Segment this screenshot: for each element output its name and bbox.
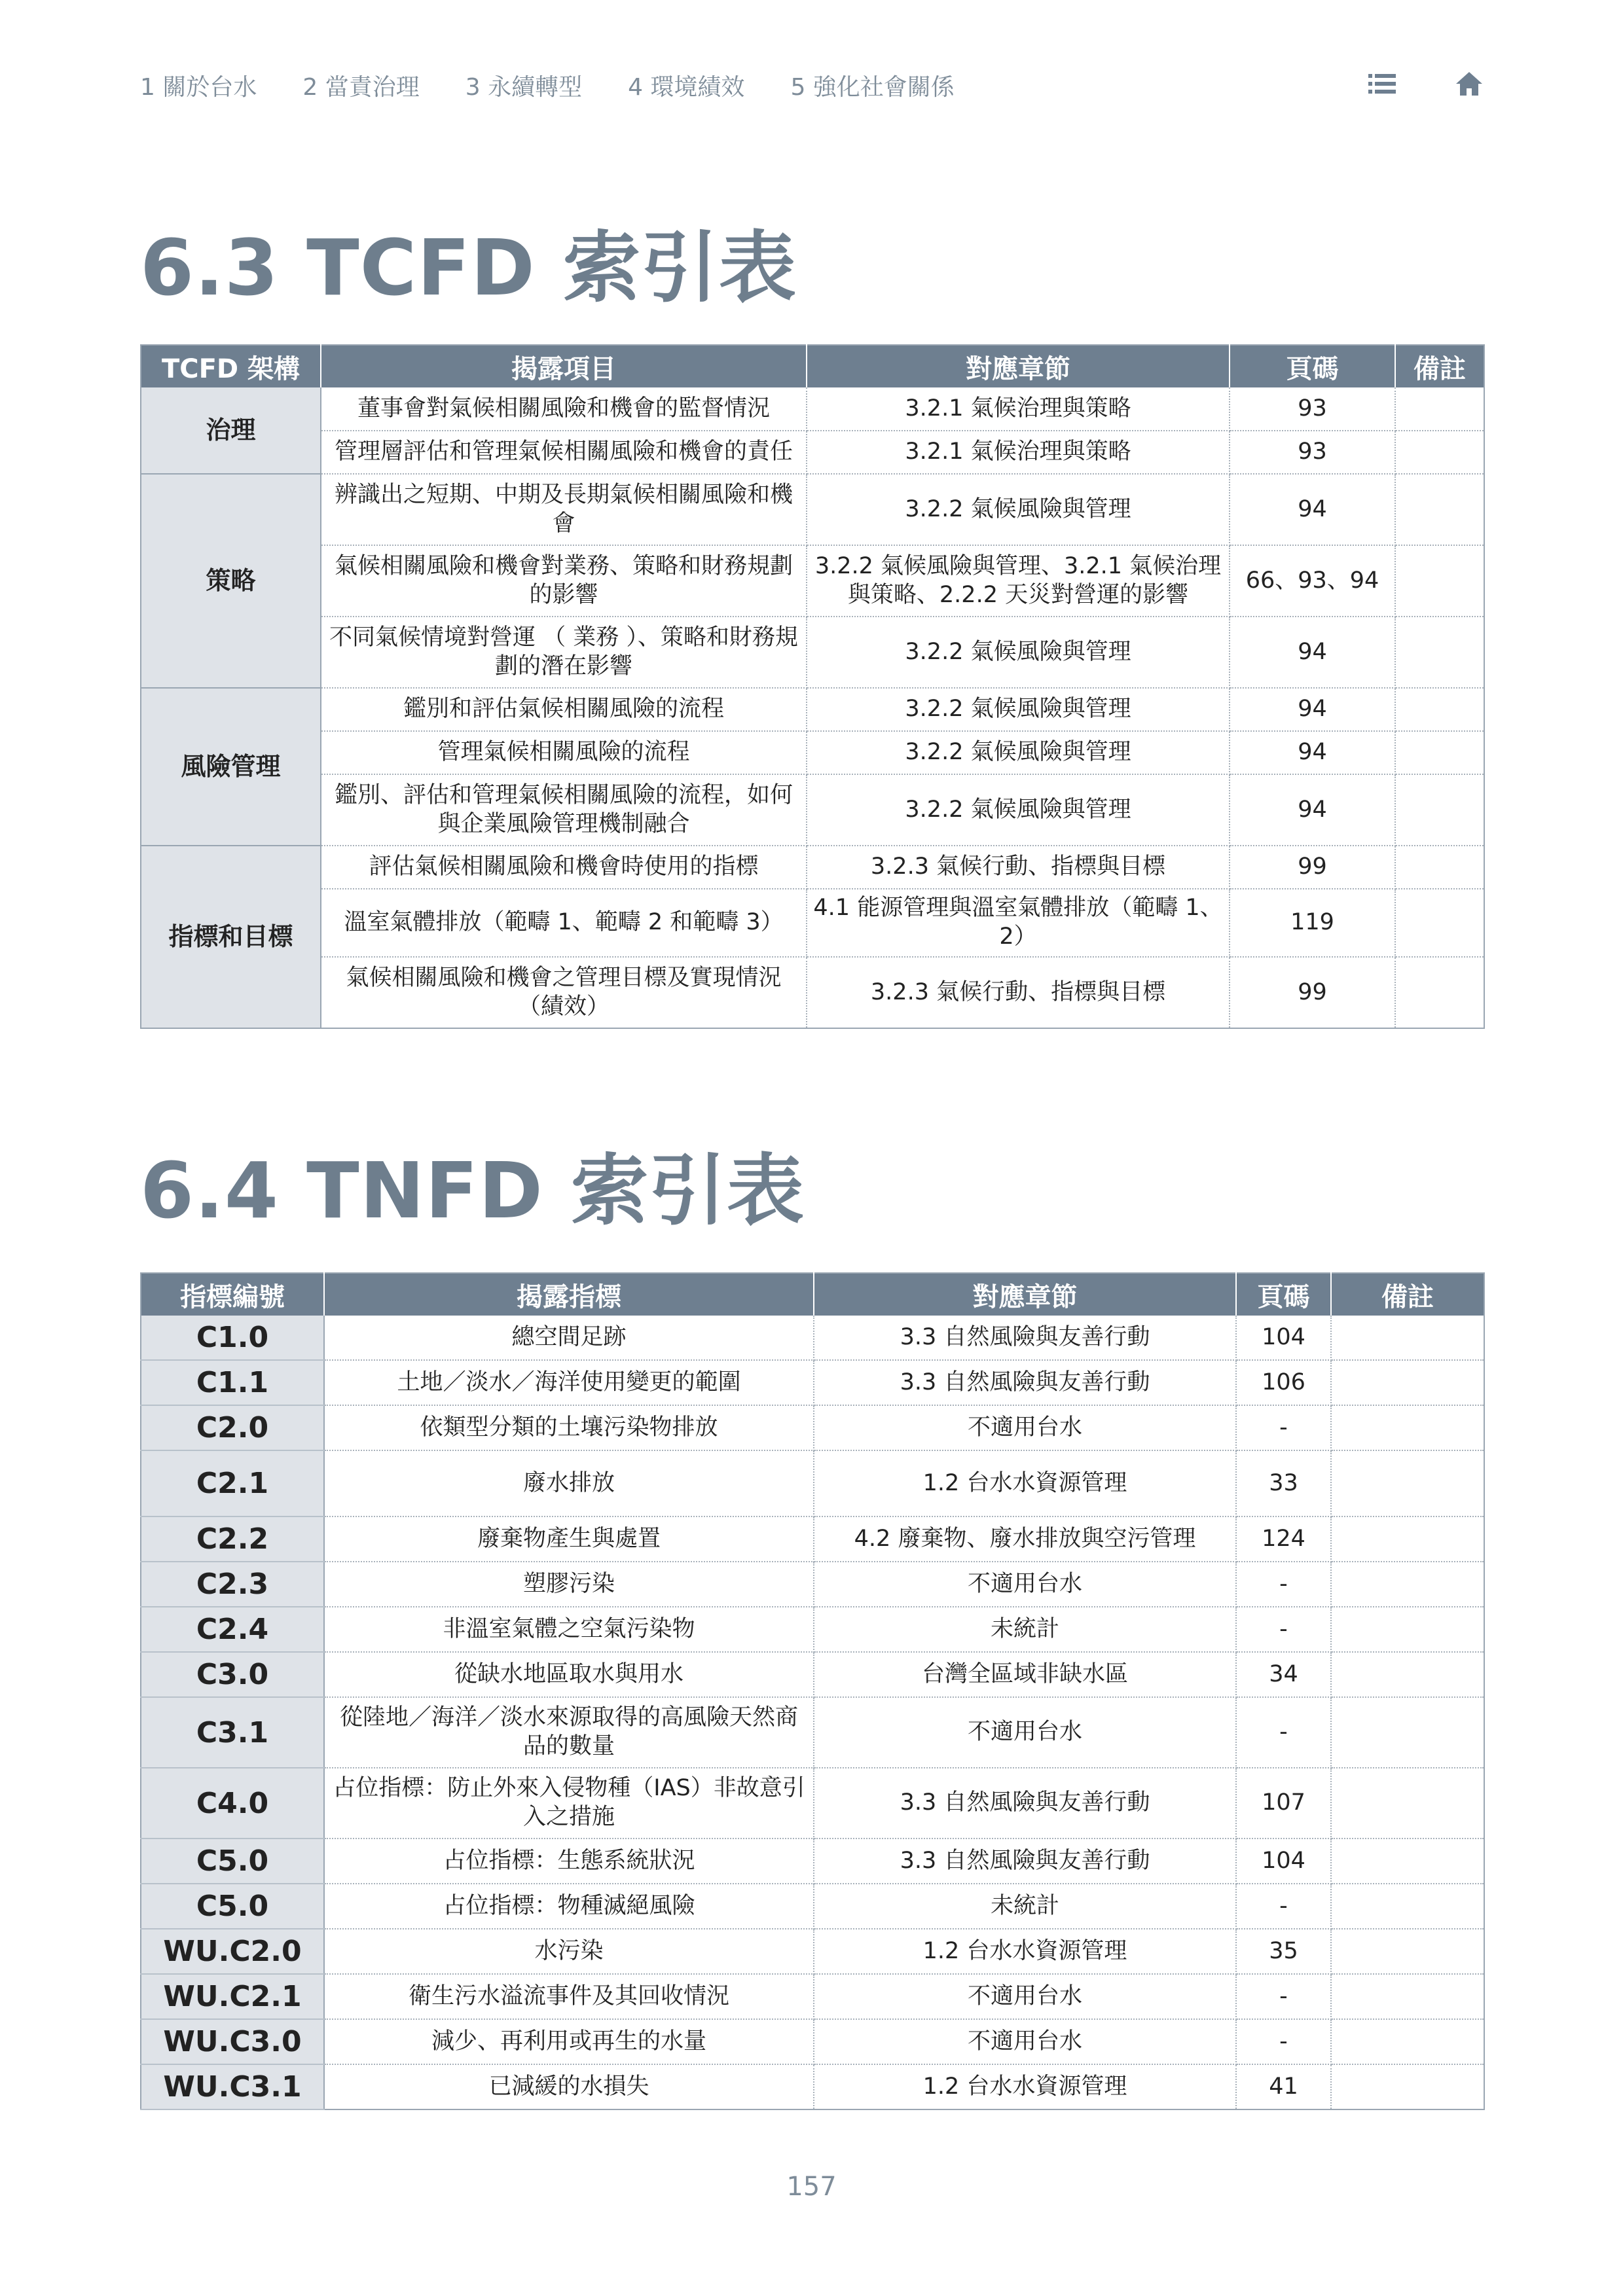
metric-cell: 占位指標：防止外來入侵物種（IAS）非故意引入之措施 <box>324 1768 814 1839</box>
column-header: 頁碼 <box>1230 345 1395 387</box>
metric-code: WU.C3.0 <box>141 2019 324 2064</box>
table-row <box>141 387 1484 431</box>
column-header: 備註 <box>1395 345 1484 387</box>
note-cell <box>1331 1405 1484 1450</box>
disclosure-item: 董事會對氣候相關風險和機會的監督情況 <box>321 387 807 431</box>
table-row <box>141 1405 1484 1450</box>
chapter-cell: 不適用台水 <box>814 2019 1236 2064</box>
disclosure-item: 管理層評估和管理氣候相關風險和機會的責任 <box>321 431 807 474</box>
metric-code: C2.2 <box>141 1516 324 1562</box>
nav-item-social[interactable]: 5 強化社會關係 <box>790 73 955 101</box>
table-row <box>141 1607 1484 1652</box>
page-cell: 94 <box>1230 474 1395 545</box>
note-cell <box>1395 731 1484 774</box>
page-cell: - <box>1236 1607 1331 1652</box>
chapter-cell: 1.2 台水水資源管理 <box>814 1450 1236 1516</box>
page-cell: 94 <box>1230 688 1395 731</box>
note-cell <box>1331 1360 1484 1405</box>
metric-cell: 廢水排放 <box>324 1450 814 1516</box>
note-cell <box>1331 1450 1484 1516</box>
metric-code: C1.1 <box>141 1360 324 1405</box>
column-header: 對應章節 <box>814 1273 1236 1316</box>
disclosure-item: 不同氣候情境對營運 （ 業務 ）、策略和財務規劃的潛在影響 <box>321 617 807 688</box>
disclosure-item: 鑑別和評估氣候相關風險的流程 <box>321 688 807 731</box>
page-number: 157 <box>786 2172 837 2202</box>
table-row <box>141 889 1484 957</box>
page-cell: - <box>1236 1697 1331 1768</box>
metric-code: WU.C3.1 <box>141 2064 324 2109</box>
page-cell: 94 <box>1230 731 1395 774</box>
nav-item-governance[interactable]: 2 當責治理 <box>302 73 420 101</box>
table-row <box>141 774 1484 846</box>
chapter-cell: 3.2.1 氣候治理與策略 <box>807 431 1230 474</box>
page-cell: 106 <box>1236 1360 1331 1405</box>
metric-code: C5.0 <box>141 1884 324 1929</box>
table-row <box>141 1768 1484 1839</box>
page-cell: 99 <box>1230 957 1395 1028</box>
table-row <box>141 1652 1484 1697</box>
chapter-cell: 未統計 <box>814 1607 1236 1652</box>
disclosure-item: 氣候相關風險和機會之管理目標及實現情況（績效） <box>321 957 807 1028</box>
metric-code: C1.0 <box>141 1316 324 1360</box>
metric-code: C2.3 <box>141 1562 324 1607</box>
table-row <box>141 617 1484 688</box>
chapter-cell: 4.1 能源管理與溫室氣體排放（範疇 1、2） <box>807 889 1230 957</box>
disclosure-item: 氣候相關風險和機會對業務、策略和財務規劃的影響 <box>321 545 807 617</box>
page-cell: - <box>1236 2019 1331 2064</box>
page-cell: - <box>1236 1974 1331 2019</box>
chapter-cell: 3.2.2 氣候風險與管理 <box>807 617 1230 688</box>
chapter-cell: 3.3 自然風險與友善行動 <box>814 1316 1236 1360</box>
table-header-row <box>141 1273 1484 1316</box>
table-row <box>141 1450 1484 1516</box>
note-cell <box>1395 957 1484 1028</box>
note-cell <box>1331 1652 1484 1697</box>
table-row <box>141 731 1484 774</box>
disclosure-item: 溫室氣體排放（範疇 1、範疇 2 和範疇 3） <box>321 889 807 957</box>
page-cell: 35 <box>1236 1929 1331 1974</box>
note-cell <box>1331 1839 1484 1884</box>
chapter-cell: 3.2.3 氣候行動、指標與目標 <box>807 957 1230 1028</box>
table-row <box>141 1974 1484 2019</box>
chapter-cell: 3.2.2 氣候風險與管理 <box>807 688 1230 731</box>
table-row <box>141 1884 1484 1929</box>
framework-cell: 策略 <box>141 474 321 688</box>
table-row <box>141 2019 1484 2064</box>
chapter-cell: 3.2.1 氣候治理與策略 <box>807 387 1230 431</box>
page-cell: 93 <box>1230 387 1395 431</box>
page-cell: 66、93、94 <box>1230 545 1395 617</box>
metric-cell: 非溫室氣體之空氣污染物 <box>324 1607 814 1652</box>
chapter-cell: 台灣全區域非缺水區 <box>814 1652 1236 1697</box>
table-row <box>141 1316 1484 1360</box>
column-header: 揭露項目 <box>321 345 807 387</box>
table-row <box>141 1697 1484 1768</box>
page-cell: - <box>1236 1405 1331 1450</box>
tcfd-section-title: 6.3 TCFD 索引表 <box>140 223 797 313</box>
table-row <box>141 1516 1484 1562</box>
table-row <box>141 957 1484 1028</box>
chapter-cell: 3.3 自然風險與友善行動 <box>814 1768 1236 1839</box>
chapter-cell: 不適用台水 <box>814 1697 1236 1768</box>
metric-cell: 已減緩的水損失 <box>324 2064 814 2109</box>
chapter-cell: 未統計 <box>814 1884 1236 1929</box>
note-cell <box>1331 1607 1484 1652</box>
note-cell <box>1331 1562 1484 1607</box>
metric-cell: 衛生污水溢流事件及其回收情況 <box>324 1974 814 2019</box>
metric-code: WU.C2.0 <box>141 1929 324 1974</box>
nav-icons <box>1368 65 1484 105</box>
page-cell: 94 <box>1230 774 1395 846</box>
metric-cell: 從陸地／海洋／淡水來源取得的高風險天然商品的數量 <box>324 1697 814 1768</box>
note-cell <box>1395 688 1484 731</box>
column-header: 對應章節 <box>807 345 1230 387</box>
disclosure-item: 辨識出之短期、中期及長期氣候相關風險和機會 <box>321 474 807 545</box>
tnfd-section-title: 6.4 TNFD 索引表 <box>140 1145 805 1236</box>
metric-cell: 水污染 <box>324 1929 814 1974</box>
metric-cell: 總空間足跡 <box>324 1316 814 1360</box>
metric-cell: 塑膠污染 <box>324 1562 814 1607</box>
chapter-cell: 1.2 台水水資源管理 <box>814 2064 1236 2109</box>
note-cell <box>1331 1768 1484 1839</box>
note-cell <box>1395 617 1484 688</box>
note-cell <box>1395 474 1484 545</box>
column-header: 頁碼 <box>1236 1273 1331 1316</box>
page-cell: 107 <box>1236 1768 1331 1839</box>
chapter-cell: 3.3 自然風險與友善行動 <box>814 1839 1236 1884</box>
home-icon[interactable] <box>1455 71 1484 99</box>
page-cell: 119 <box>1230 889 1395 957</box>
tcfd-index-table <box>140 344 1485 1029</box>
nav-item-environment[interactable]: 4 環境績效 <box>628 73 745 101</box>
metric-code: C2.0 <box>141 1405 324 1450</box>
framework-cell: 風險管理 <box>141 688 321 846</box>
chapter-cell: 不適用台水 <box>814 1974 1236 2019</box>
page-cell: 41 <box>1236 2064 1331 2109</box>
page-cell: 34 <box>1236 1652 1331 1697</box>
metric-cell: 占位指標：生態系統狀況 <box>324 1839 814 1884</box>
metric-code: C3.0 <box>141 1652 324 1697</box>
metric-cell: 從缺水地區取水與用水 <box>324 1652 814 1697</box>
metric-code: C4.0 <box>141 1768 324 1839</box>
note-cell <box>1331 1884 1484 1929</box>
chapter-cell: 不適用台水 <box>814 1562 1236 1607</box>
column-header: 揭露指標 <box>324 1273 814 1316</box>
page-cell: - <box>1236 1562 1331 1607</box>
table-row <box>141 545 1484 617</box>
chapter-cell: 3.2.2 氣候風險與管理 <box>807 731 1230 774</box>
chapter-cell: 3.3 自然風險與友善行動 <box>814 1360 1236 1405</box>
chapter-cell: 3.2.3 氣候行動、指標與目標 <box>807 846 1230 889</box>
chapter-cell: 3.2.2 氣候風險與管理 <box>807 474 1230 545</box>
metric-code: C2.4 <box>141 1607 324 1652</box>
chapter-cell: 不適用台水 <box>814 1405 1236 1450</box>
metric-cell: 減少、再利用或再生的水量 <box>324 2019 814 2064</box>
table-row <box>141 474 1484 545</box>
top-navigation <box>140 65 1000 105</box>
metric-cell: 廢棄物產生與處置 <box>324 1516 814 1562</box>
note-cell <box>1331 1516 1484 1562</box>
table-row <box>141 1562 1484 1607</box>
table-row <box>141 1929 1484 1974</box>
note-cell <box>1331 1929 1484 1974</box>
table-header-row <box>141 345 1484 387</box>
page-cell: 104 <box>1236 1316 1331 1360</box>
framework-cell: 指標和目標 <box>141 846 321 1028</box>
metric-cell: 土地／淡水／海洋使用變更的範圍 <box>324 1360 814 1405</box>
framework-cell: 治理 <box>141 387 321 474</box>
chapter-cell: 4.2 廢棄物、廢水排放與空污管理 <box>814 1516 1236 1562</box>
metric-cell: 依類型分類的土壤污染物排放 <box>324 1405 814 1450</box>
note-cell <box>1395 431 1484 474</box>
metric-code: C3.1 <box>141 1697 324 1768</box>
tnfd-index-table <box>140 1272 1485 2110</box>
metric-code: C5.0 <box>141 1839 324 1884</box>
note-cell <box>1331 2019 1484 2064</box>
metric-cell: 占位指標：物種滅絕風險 <box>324 1884 814 1929</box>
note-cell <box>1395 545 1484 617</box>
note-cell <box>1395 774 1484 846</box>
table-row <box>141 2064 1484 2109</box>
page-cell: - <box>1236 1884 1331 1929</box>
note-cell <box>1331 2064 1484 2109</box>
disclosure-item: 管理氣候相關風險的流程 <box>321 731 807 774</box>
column-header: 指標編號 <box>141 1273 324 1316</box>
table-row <box>141 846 1484 889</box>
nav-item-transformation[interactable]: 3 永續轉型 <box>465 73 583 101</box>
page-cell: 124 <box>1236 1516 1331 1562</box>
page-cell: 99 <box>1230 846 1395 889</box>
metric-code: C2.1 <box>141 1450 324 1516</box>
page-cell: 33 <box>1236 1450 1331 1516</box>
table-row <box>141 431 1484 474</box>
column-header: TCFD 架構 <box>141 345 321 387</box>
note-cell <box>1395 846 1484 889</box>
chapter-cell: 3.2.2 氣候風險與管理 <box>807 774 1230 846</box>
page-cell: 93 <box>1230 431 1395 474</box>
note-cell <box>1331 1316 1484 1360</box>
table-row <box>141 688 1484 731</box>
note-cell <box>1395 387 1484 431</box>
disclosure-item: 評估氣候相關風險和機會時使用的指標 <box>321 846 807 889</box>
table-row <box>141 1360 1484 1405</box>
list-icon[interactable] <box>1368 73 1396 98</box>
note-cell <box>1395 889 1484 957</box>
disclosure-item: 鑑別、評估和管理氣候相關風險的流程，如何與企業風險管理機制融合 <box>321 774 807 846</box>
chapter-cell: 1.2 台水水資源管理 <box>814 1929 1236 1974</box>
nav-item-about[interactable]: 1 關於台水 <box>140 73 257 101</box>
table-row <box>141 1839 1484 1884</box>
page-cell: 94 <box>1230 617 1395 688</box>
page-cell: 104 <box>1236 1839 1331 1884</box>
note-cell <box>1331 1697 1484 1768</box>
note-cell <box>1331 1974 1484 2019</box>
column-header: 備註 <box>1331 1273 1484 1316</box>
metric-code: WU.C2.1 <box>141 1974 324 2019</box>
chapter-cell: 3.2.2 氣候風險與管理、3.2.1 氣候治理與策略、2.2.2 天災對營運的影響 <box>807 545 1230 617</box>
